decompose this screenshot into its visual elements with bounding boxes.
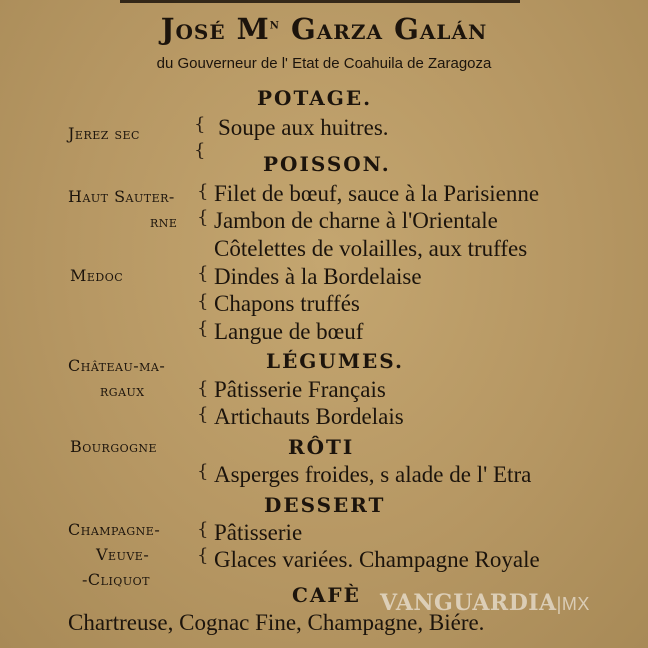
heading-poisson: POISSON. (263, 152, 391, 176)
heading-dessert: DESSERT (264, 493, 386, 517)
menu-title: José $M^n$ Garza Galán (160, 12, 488, 46)
brace-ornament: { (194, 140, 206, 161)
dish-cotelettes: Côtelettes de volailles, aux truffes (214, 236, 528, 261)
dish-patisserie-francais: Pâtisserie Français (214, 377, 386, 402)
wine-medoc: Medoc (70, 266, 124, 285)
wine-champagne-2: Veuve- (96, 545, 150, 564)
brace-ornament: { (197, 461, 209, 482)
dish-jambon: Jambon de charne à l'Orientale (214, 208, 498, 233)
top-band-ornament (120, 0, 520, 3)
wine-champagne-3: -Cliquot (82, 570, 150, 589)
brace-ornament: { (197, 378, 209, 399)
dish-chapons: Chapons truffés (214, 291, 360, 316)
vanguardia-watermark: VANGUARDIA|MX (380, 590, 590, 616)
wine-haut-sauterne-2: rne (150, 212, 178, 231)
brace-ornament: { (197, 263, 209, 284)
brace-ornament: { (197, 291, 209, 312)
brace-ornament: { (197, 181, 209, 202)
brace-ornament: { (194, 114, 206, 135)
dish-glaces: Glaces variées. Champagne Royale (214, 547, 540, 572)
wine-champagne-1: Champagne- (68, 520, 161, 539)
wine-haut-sauterne-1: Haut Sauter- (68, 187, 175, 206)
wine-chateau-margaux-2: rgaux (100, 381, 145, 400)
digestifs-line: Chartreuse, Cognac Fine, Champagne, Biére. (68, 610, 485, 635)
dish-asperges: Asperges froides, s alade de l' Etra (214, 462, 532, 487)
dish-langue: Langue de bœuf (214, 319, 364, 344)
dish-filet: Filet de bœuf, sauce à la Parisienne (214, 181, 540, 206)
heading-potage: POTAGE. (257, 86, 373, 110)
heading-roti: RÔTI (288, 435, 355, 459)
heading-legumes: LÉGUMES. (266, 349, 404, 373)
brace-ornament: { (197, 207, 209, 228)
menu-subtitle: du Gouverneur de l' Etat de Coahuila de Zaragoza (156, 55, 492, 72)
brace-ornament: { (197, 545, 209, 566)
dish-artichauts: Artichauts Bordelais (214, 404, 404, 429)
wine-chateau-margaux-1: Château-ma- (68, 356, 166, 375)
wine-bourgogne: Bourgogne (70, 437, 158, 456)
dish-patisserie: Pâtisserie (214, 520, 303, 545)
brace-ornament: { (197, 404, 209, 425)
brace-ornament: { (197, 519, 209, 540)
dish-dindes: Dindes à la Bordelaise (214, 264, 422, 289)
brace-ornament: { (197, 318, 209, 339)
heading-cafe: CAFÈ (292, 583, 361, 607)
dish-soupe: Soupe aux huitres. (218, 115, 389, 140)
wine-jerez: Jerez sec (68, 124, 140, 143)
